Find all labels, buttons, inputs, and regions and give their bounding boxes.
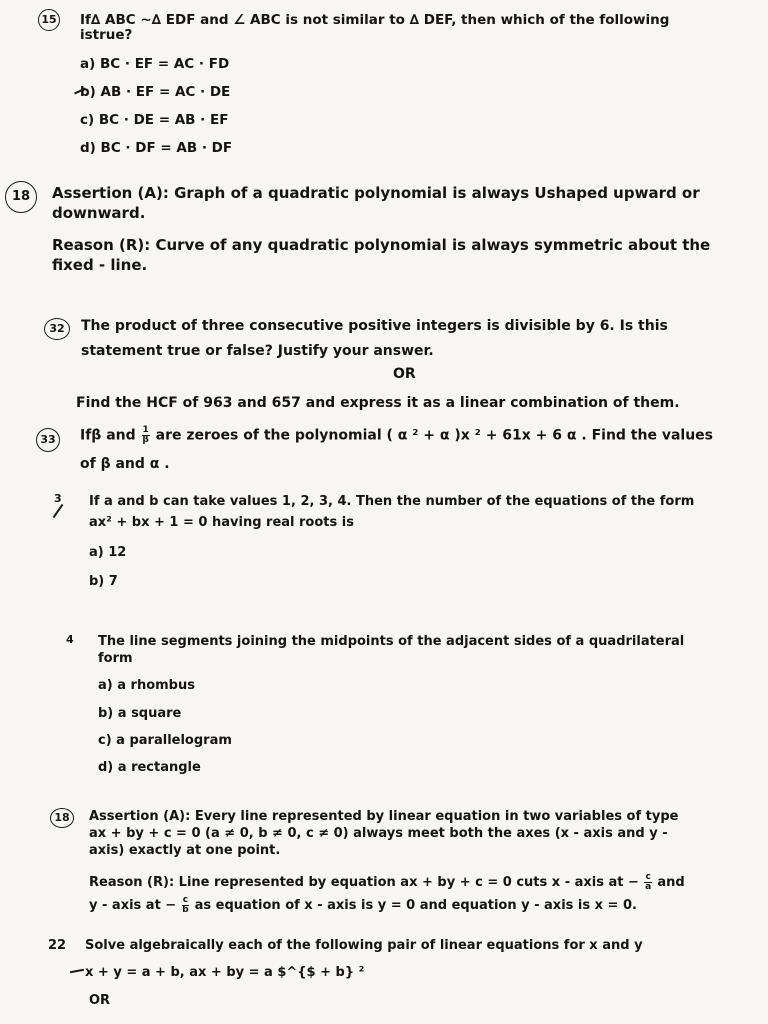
slash-mark [53,504,64,518]
question-text: Solve algebraically each of the following pair of linear equations for x and y [85,938,643,953]
question-text: ax² + bx + 1 = 0 having real roots is [89,515,354,530]
text-prefix: Ifβ and [80,427,136,444]
assertion-text: Every line represented by linear equation in two variables of type [190,809,679,824]
reason-text-end: and [657,875,685,890]
question-text: statement true or false? Justify your answer. [81,343,434,359]
reason-text: Curve of any quadratic polynomial is always symmetric about the [150,236,711,254]
question-number-badge: 15 [38,9,60,31]
assertion-label: Assertion (A): [89,809,191,824]
question-text: If∆ ABC ~∆ EDF and ∠ ABC is not similar to ∆ DEF, then which of the following [80,12,670,28]
assertion-text-3: axis) exactly at one point. [89,843,281,858]
question-number-badge: 32 [44,318,70,340]
option-d: d) a rectangle [98,760,201,775]
fraction-c-over-b: $\frac{c}{b}$ [182,895,189,915]
question-text [80,426,713,445]
option-b: b) 7 [89,574,118,589]
option-a: a) a rhombus [98,678,195,693]
question-number-badge: 18 [5,181,37,213]
reason-text-2: fixed - line. [52,256,148,274]
option-d: d) BC · DF = AB · DF [80,140,233,156]
question-text: form [98,651,133,666]
assertion-line [89,809,678,824]
reason-label: Reason (R): [52,236,151,254]
reason-line-2 [89,896,637,915]
question-number-mark: 3 [54,492,62,505]
question-text: of β and α . [80,456,170,472]
question-text: The product of three consecutive positive integers is divisible by 6. Is this [81,318,668,334]
scribble-mark [70,969,84,973]
question-number-mark: 4 [66,633,74,646]
option-a: a) 12 [89,545,127,560]
assertion-line [52,184,700,202]
or-divider: OR [393,366,416,382]
assertion-text-2: ax + by + c = 0 (a ≠ 0, b ≠ 0, c ≠ 0) always meet both the axes (x - axis and y - [89,826,668,841]
or-divider: OR [89,993,111,1008]
alternative-question: Find the HCF of 963 and 657 and express it as a linear combination of them. [76,395,680,411]
reason-line [89,873,685,892]
reason-text: y - axis at − [89,898,177,913]
reason-line [52,236,710,254]
question-text: If a and b can take values 1, 2, 3, 4. Then the number of the equations of the form [89,494,695,509]
question-number-badge: 33 [36,428,60,452]
option-b: b) AB · EF = AC · DE [80,84,231,100]
option-b: b) a square [98,706,182,721]
reason-text: Line represented by equation ax + by + c = 0 cuts x - axis at − [174,875,639,890]
assertion-text-2: downward. [52,204,146,222]
option-a: a) BC · EF = AC · FD [80,56,230,72]
option-c: c) BC · DE = AB · EF [80,112,229,128]
option-c: c) a parallelogram [98,733,232,748]
question-text: istrue? [80,27,133,43]
assertion-label: Assertion (A): [52,184,169,202]
question-number-badge: 18 [50,808,74,828]
text-suffix: are zeroes of the polynomial ( α ² + α )x ² + 61x + 6 α . Find the values [155,427,714,444]
question-text: The line segments joining the midpoints of the adjacent sides of a quadrilateral [98,634,685,649]
equation-line: x + y = a + b, ax + by = a $^{$ + b} ² [85,965,365,980]
assertion-text: Graph of a quadratic polynomial is always Ushaped upward or [168,184,700,202]
reason-label: Reason (R): [89,875,175,890]
fraction-c-over-a: $\frac{c}{a}$ [645,872,652,892]
reason-text: as equation of x - axis is y = 0 and equation y - axis is x = 0. [194,898,637,913]
fraction-one-over-beta: $\frac{1}{\beta}$ [142,425,149,445]
question-number: 22 [48,938,67,953]
